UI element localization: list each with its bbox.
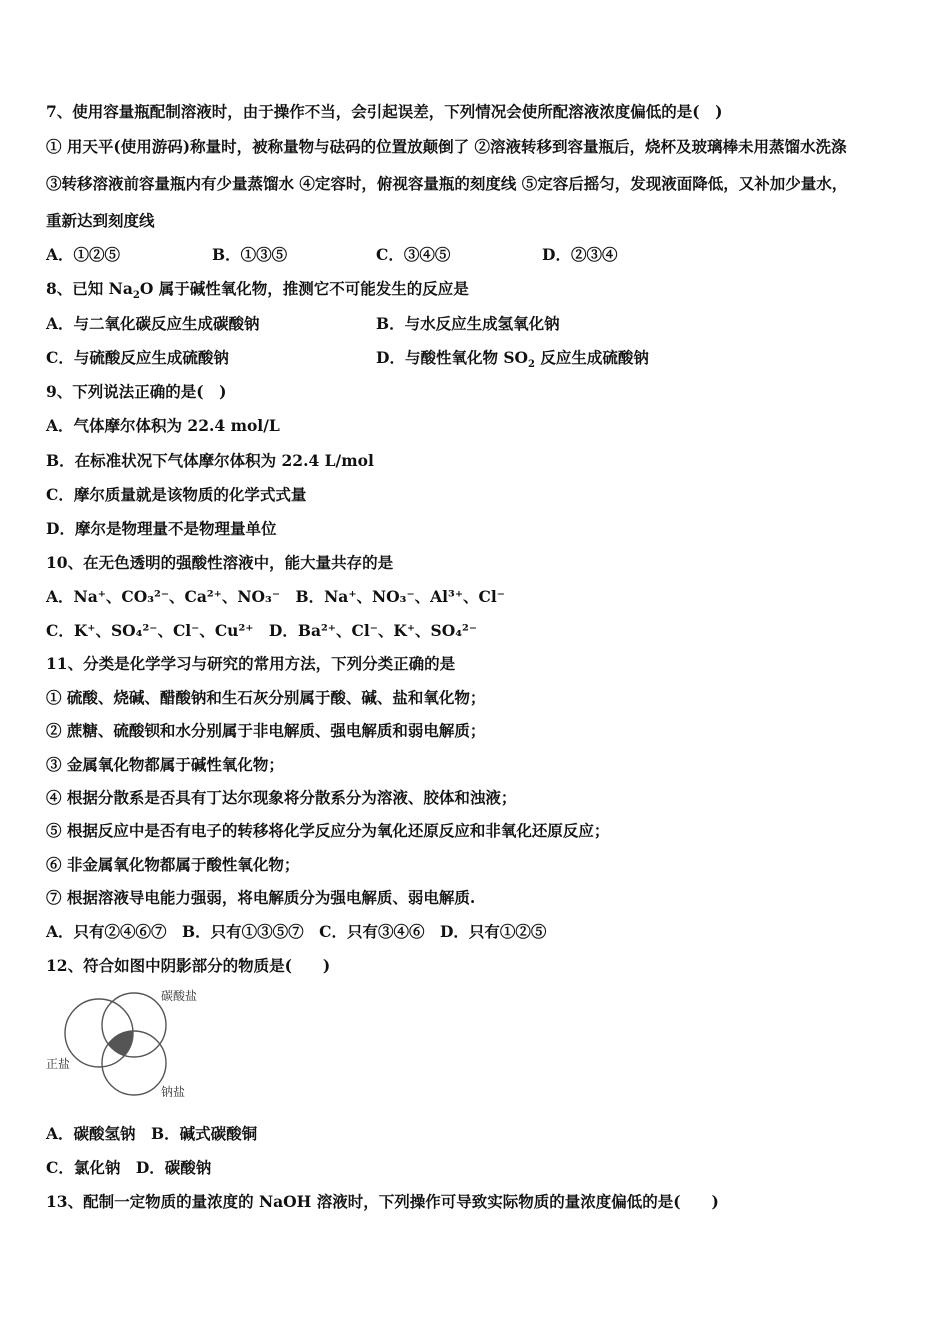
q9-stem: 9、下列说法正确的是( ) [46,382,227,401]
q8-option-a: A．与二氧化碳反应生成碳酸钠 [46,314,260,333]
q12-options-cd: C．氯化钠 D．碳酸钠 [46,1158,212,1177]
q8-stem-b: O 属于碱性氧化物，推测它不可能发生的反应是 [139,279,469,298]
q10-options-ab: A．Na⁺、CO₃²⁻、Ca²⁺、NO₃⁻ B．Na⁺、NO₃⁻、Al³⁺、Cl⁻ [46,587,505,606]
venn-diagram [44,985,214,1105]
q8-option-d-sub: 2 [528,359,536,371]
venn-label-zhengyan: 正盐 [46,1057,71,1071]
q11-item-2: ② 蔗糖、硫酸钡和水分别属于非电解质、强电解质和弱电解质； [46,721,486,740]
q7-option-a: A．①②⑤ [46,245,121,264]
q8-stem-sub: 2 [132,290,140,302]
q12-stem: 12、符合如图中阴影部分的物质是( ) [46,956,331,975]
q12-options-ab: A．碳酸氢钠 B．碱式碳酸铜 [46,1124,258,1143]
q7-line3: ③转移溶液前容量瓶内有少量蒸馏水 ④定容时，俯视容量瓶的刻度线 ⑤定容后摇匀，发现液面降低，又补加少量水， [46,174,848,193]
q10-stem: 10、在无色透明的强酸性溶液中，能大量共存的是 [46,553,394,572]
q8-stem [46,279,469,302]
venn-label-tansuanyan: 碳酸盐 [161,989,198,1003]
q11-item-7: ⑦ 根据溶液导电能力强弱，将电解质分为强电解质、弱电解质. [46,888,476,907]
q7-line4: 重新达到刻度线 [46,211,155,230]
venn-circle-tansuanyan [102,993,166,1057]
q9-option-c: C．摩尔质量就是该物质的化学式式量 [46,485,307,504]
q11-stem: 11、分类是化学学习与研究的常用方法，下列分类正确的是 [46,654,456,673]
q11-item-5: ⑤ 根据反应中是否有电子的转移将化学反应分为氧化还原反应和非氧化还原反应； [46,821,610,840]
q9-option-b: B．在标准状况下气体摩尔体积为 22.4 L/mol [46,451,374,470]
q8-option-d-a: D．与酸性氧化物 SO [376,348,529,367]
q8-option-b: B．与水反应生成氢氧化钠 [376,314,560,333]
q7-option-d: D．②③④ [542,245,618,264]
venn-circle-nayan [102,1031,166,1095]
q11-item-4: ④ 根据分散系是否具有丁达尔现象将分散系分为溶液、胶体和浊液； [46,788,517,807]
q7-option-c: C．③④⑤ [376,245,451,264]
q7-line2: ① 用天平(使用游码)称量时，被称量物与砝码的位置放颠倒了 ②溶液转移到容量瓶后，烧杯及玻璃棒未用蒸馏水洗涤 [46,137,847,156]
q8-option-d [376,348,649,371]
q10-options-cd: C．K⁺、SO₄²⁻、Cl⁻、Cu²⁺ D．Ba²⁺、Cl⁻、K⁺、SO₄²⁻ [46,621,477,640]
q7-stem: 7、使用容量瓶配制溶液时，由于操作不当，会引起误差，下列情况会使所配溶液浓度偏低的是( ) [46,102,723,121]
q11-options: A．只有②④⑥⑦ B．只有①③⑤⑦ C．只有③④⑥ D．只有①②⑤ [46,922,547,941]
q13-stem: 13、配制一定物质的量浓度的 NaOH 溶液时，下列操作可导致实际物质的量浓度偏低的是( ) [46,1192,719,1211]
q8-option-c: C．与硫酸反应生成硫酸钠 [46,348,229,367]
q9-option-a: A．气体摩尔体积为 22.4 mol/L [46,416,280,435]
q11-item-3: ③ 金属氧化物都属于碱性氧化物； [46,755,284,774]
q7-option-b: B．①③⑤ [212,245,288,264]
q11-item-1: ① 硫酸、烧碱、醋酸钠和生石灰分别属于酸、碱、盐和氧化物； [46,688,486,707]
q9-option-d: D．摩尔是物理量不是物理量单位 [46,519,277,538]
q8-stem-a: 8、已知 Na [46,279,133,298]
q11-item-6: ⑥ 非金属氧化物都属于酸性氧化物； [46,855,300,874]
venn-label-nayan: 钠盐 [161,1085,186,1099]
q8-option-d-b: 反应生成硫酸钠 [535,348,649,367]
